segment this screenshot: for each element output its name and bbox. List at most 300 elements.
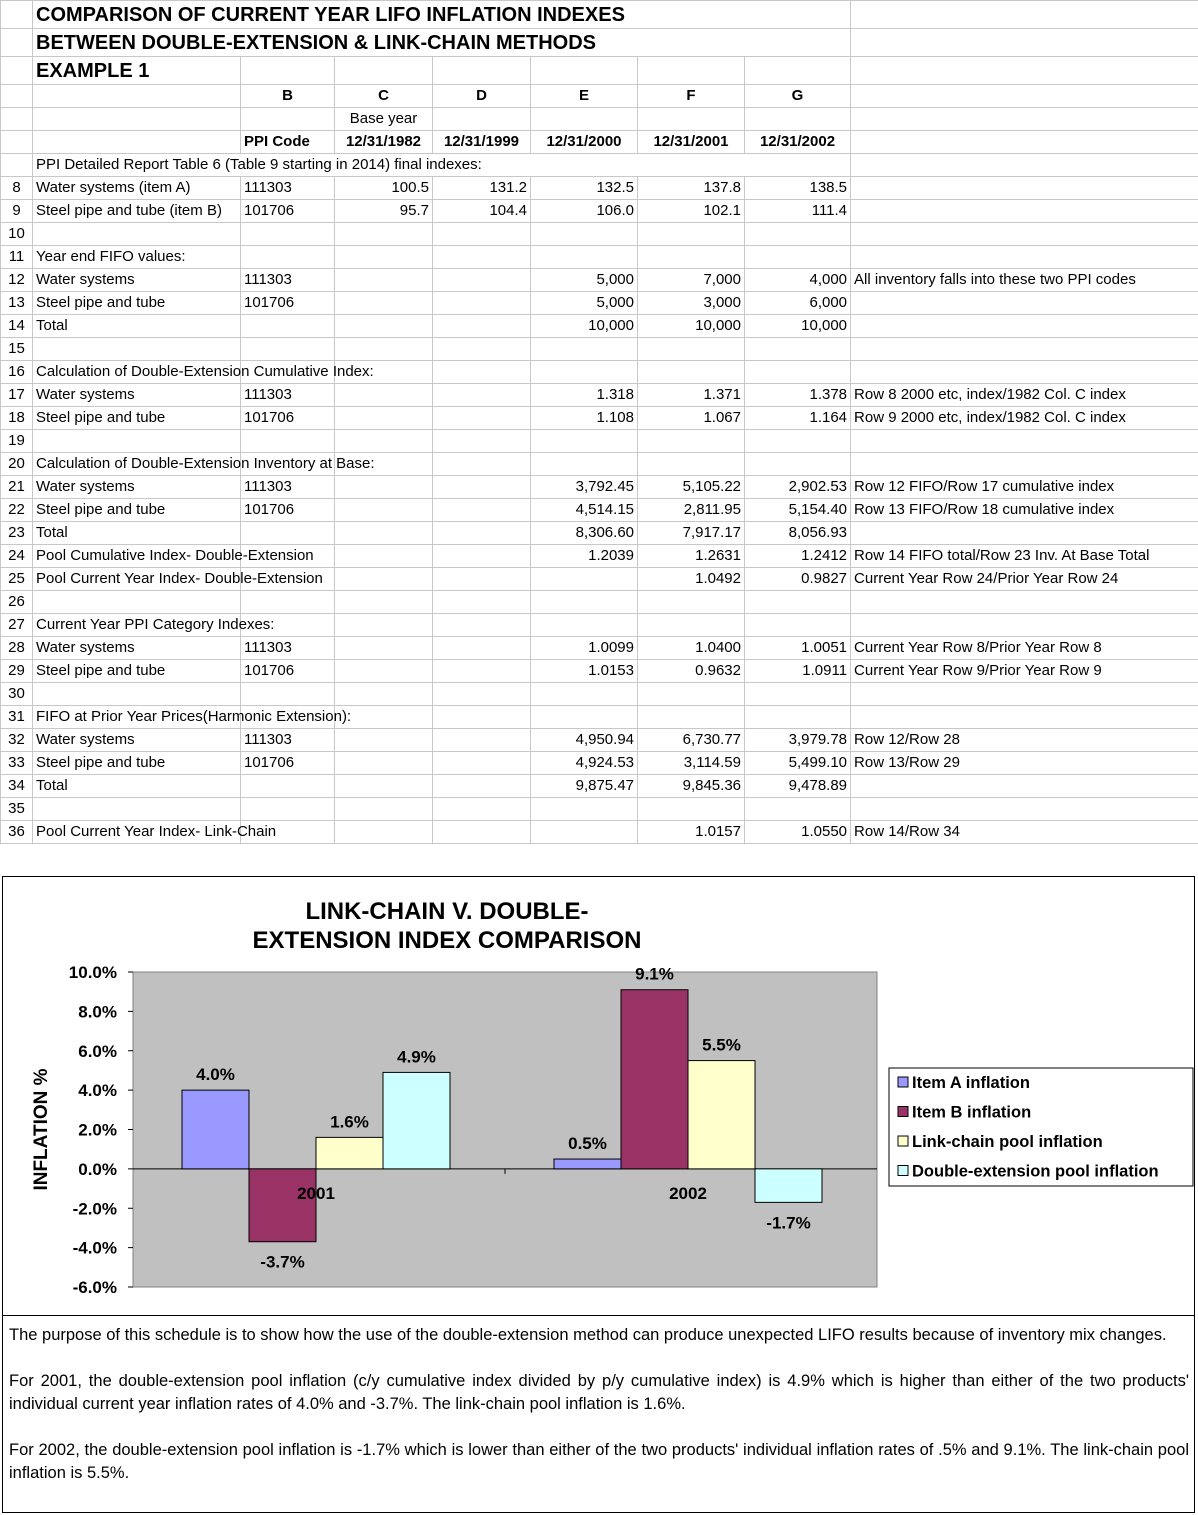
row-note (851, 200, 1198, 223)
value-cell: 1.0911 (745, 660, 851, 683)
value-cell (638, 361, 745, 384)
value-cell: 6,730.77 (638, 729, 745, 752)
row-note (851, 292, 1198, 315)
table-row (1, 499, 1198, 522)
y-tick-label: -6.0% (72, 1278, 117, 1297)
ppi-code-cell (241, 522, 335, 545)
value-cell (433, 591, 531, 614)
row-label: Current Year PPI Category Indexes: (33, 614, 241, 637)
bar (554, 1159, 621, 1169)
row-number: 15 (1, 338, 33, 361)
row-note: Row 9 2000 etc, index/1982 Col. C index (851, 407, 1198, 430)
table-row (1, 798, 1198, 821)
value-cell (433, 522, 531, 545)
value-cell (335, 315, 433, 338)
value-cell: 10,000 (745, 315, 851, 338)
value-cell (745, 798, 851, 821)
value-cell (531, 430, 638, 453)
row-note: Current Year Row 9/Prior Year Row 9 (851, 660, 1198, 683)
ppi-code-cell: 111303 (241, 729, 335, 752)
row-number: 35 (1, 798, 33, 821)
value-cell (335, 476, 433, 499)
table-row (1, 683, 1198, 706)
table-row (1, 384, 1198, 407)
value-cell (433, 499, 531, 522)
row-label: Steel pipe and tube (33, 292, 241, 315)
sheet-title-line-1: COMPARISON OF CURRENT YEAR LIFO INFLATION INDEXES (33, 1, 851, 29)
value-cell: 1.2039 (531, 545, 638, 568)
y-tick-label: -4.0% (72, 1238, 117, 1258)
ppi-code-cell: 101706 (241, 407, 335, 430)
row-number: 9 (1, 200, 33, 223)
value-cell: 1.0099 (531, 637, 638, 660)
value-cell (335, 660, 433, 683)
row-note: Current Year Row 24/Prior Year Row 24 (851, 568, 1198, 591)
y-tick-label: 8.0% (78, 1002, 117, 1022)
header-ppi-code: PPI Code (241, 131, 335, 154)
value-cell: 131.2 (433, 177, 531, 200)
row-note: Current Year Row 8/Prior Year Row 8 (851, 637, 1198, 660)
table-row (1, 315, 1198, 338)
row-label: FIFO at Prior Year Prices(Harmonic Extension): (33, 706, 241, 729)
row-label (33, 798, 241, 821)
value-cell: 1.2631 (638, 545, 745, 568)
value-cell (433, 660, 531, 683)
value-cell: 9,875.47 (531, 775, 638, 798)
ppi-code-cell: 111303 (241, 177, 335, 200)
row-note: Row 13 FIFO/Row 18 cumulative index (851, 499, 1198, 522)
value-cell: 1.378 (745, 384, 851, 407)
row-number: 28 (1, 637, 33, 660)
value-cell (335, 591, 433, 614)
row-number: 17 (1, 384, 33, 407)
note-paragraph-2: For 2001, the double-extension pool inflation (c/y cumulative index divided by p/y cumulative index) is 4.9% which is higher than either of the two products' individual current year inflation rates of 4.0% and -3.7%. The link-chain pool inflation is 1.6%. (9, 1372, 1189, 1413)
table-row (1, 706, 1198, 729)
ppi-code-cell: 111303 (241, 384, 335, 407)
value-cell: 10,000 (638, 315, 745, 338)
y-axis-label: INFLATION % (31, 1068, 52, 1191)
value-cell: 1.067 (638, 407, 745, 430)
value-cell: 2,902.53 (745, 476, 851, 499)
header-2000: 12/31/2000 (531, 131, 638, 154)
value-cell (638, 683, 745, 706)
row-note (851, 315, 1198, 338)
value-cell: 1.0157 (638, 821, 745, 844)
value-cell: 3,792.45 (531, 476, 638, 499)
value-cell: 5,000 (531, 292, 638, 315)
ppi-code-cell: 101706 (241, 752, 335, 775)
row-label (33, 683, 241, 706)
data-label: 0.5% (568, 1134, 607, 1154)
data-label: -1.7% (766, 1213, 811, 1233)
value-cell (335, 568, 433, 591)
row-label: Water systems (item A) (33, 177, 241, 200)
chart-title-line: EXTENSION INDEX COMPARISON (252, 927, 642, 954)
ppi-code-cell (241, 798, 335, 821)
value-cell (335, 637, 433, 660)
value-cell (433, 315, 531, 338)
value-cell: 4,950.94 (531, 729, 638, 752)
value-cell: 1.0400 (638, 637, 745, 660)
row-number: 22 (1, 499, 33, 522)
data-label: 9.1% (635, 964, 674, 984)
value-cell (335, 384, 433, 407)
legend-entry: Double-extension pool inflation (912, 1162, 1159, 1181)
value-cell (335, 522, 433, 545)
row-label: Pool Cumulative Index- Double-Extension (33, 545, 241, 568)
section-ppi-heading: PPI Detailed Report Table 6 (Table 9 starting in 2014) final indexes: (33, 154, 851, 177)
x-tick-label: 2001 (297, 1183, 335, 1203)
row-label (33, 591, 241, 614)
table-row (1, 752, 1198, 775)
value-cell: 4,514.15 (531, 499, 638, 522)
value-cell: 111.4 (745, 200, 851, 223)
row-label: Water systems (33, 269, 241, 292)
value-cell: 104.4 (433, 200, 531, 223)
value-cell (531, 246, 638, 269)
note-paragraph-1: The purpose of this schedule is to show how the use of the double-extension method can produce unexpected LIFO results because of inventory mix changes. (9, 1326, 1167, 1344)
row-note: Row 12/Row 28 (851, 729, 1198, 752)
row-label: Calculation of Double-Extension Inventory at Base: (33, 453, 241, 476)
row-number: 10 (1, 223, 33, 246)
row-label: Pool Current Year Index- Link-Chain (33, 821, 241, 844)
value-cell (433, 384, 531, 407)
value-cell (335, 430, 433, 453)
value-cell (531, 683, 638, 706)
y-tick-label: 2.0% (78, 1120, 117, 1140)
column-letter-g: G (745, 85, 851, 108)
row-label: Steel pipe and tube (33, 752, 241, 775)
row-number: 23 (1, 522, 33, 545)
value-cell: 5,105.22 (638, 476, 745, 499)
value-cell (335, 292, 433, 315)
sheet-title-line-3: EXAMPLE 1 (33, 57, 241, 85)
column-letter-b: B (241, 85, 335, 108)
row-label: Steel pipe and tube (item B) (33, 200, 241, 223)
row-number: 8 (1, 177, 33, 200)
row-note (851, 614, 1198, 637)
bar (316, 1137, 383, 1169)
ppi-code-cell: 111303 (241, 269, 335, 292)
table-row (1, 775, 1198, 798)
value-cell: 106.0 (531, 200, 638, 223)
row-note (851, 453, 1198, 476)
row-note (851, 775, 1198, 798)
value-cell: 1.2412 (745, 545, 851, 568)
value-cell (745, 683, 851, 706)
value-cell (531, 453, 638, 476)
value-cell: 7,000 (638, 269, 745, 292)
row-note (851, 798, 1198, 821)
row-number: 19 (1, 430, 33, 453)
value-cell (531, 361, 638, 384)
value-cell: 1.318 (531, 384, 638, 407)
row-label (33, 223, 241, 246)
row-label: Steel pipe and tube (33, 660, 241, 683)
row-label: Water systems (33, 384, 241, 407)
row-note: All inventory falls into these two PPI codes (851, 269, 1198, 292)
row-label: Steel pipe and tube (33, 499, 241, 522)
value-cell (433, 706, 531, 729)
value-cell (638, 223, 745, 246)
y-tick-label: -2.0% (72, 1199, 117, 1219)
bar (755, 1169, 822, 1202)
bar (621, 990, 688, 1169)
row-number (1, 1, 33, 29)
column-letter-d: D (433, 85, 531, 108)
value-cell: 95.7 (335, 200, 433, 223)
row-number: 14 (1, 315, 33, 338)
y-tick-label: 6.0% (78, 1041, 117, 1061)
table-row (1, 614, 1198, 637)
value-cell: 1.108 (531, 407, 638, 430)
value-cell (335, 683, 433, 706)
value-cell (638, 706, 745, 729)
value-cell (335, 338, 433, 361)
header-1999: 12/31/1999 (433, 131, 531, 154)
bar (688, 1061, 755, 1169)
row-note: Row 14/Row 34 (851, 821, 1198, 844)
ppi-code-cell (241, 591, 335, 614)
bar (249, 1169, 316, 1242)
column-letter-c: C (335, 85, 433, 108)
row-label: Steel pipe and tube (33, 407, 241, 430)
row-label: Year end FIFO values: (33, 246, 241, 269)
value-cell (335, 246, 433, 269)
ppi-code-cell: 111303 (241, 637, 335, 660)
bar-chart (3, 877, 1196, 1317)
value-cell: 9,478.89 (745, 775, 851, 798)
y-tick-label: 10.0% (68, 963, 117, 982)
data-label: 1.6% (330, 1112, 369, 1132)
value-cell (531, 798, 638, 821)
y-tick-label: 0.0% (78, 1159, 117, 1179)
value-cell (433, 292, 531, 315)
value-cell (335, 798, 433, 821)
bar (182, 1090, 249, 1169)
note-paragraph-3: For 2002, the double-extension pool inflation is -1.7% which is lower than either of the two products' individual inflation rates of .5% and 9.1%. The link-chain pool inflation is 5.5%. (9, 1441, 1189, 1482)
column-letter-f: F (638, 85, 745, 108)
value-cell (638, 246, 745, 269)
value-cell (433, 338, 531, 361)
value-cell (335, 223, 433, 246)
value-cell (433, 752, 531, 775)
row-note (851, 361, 1198, 384)
row-note (851, 522, 1198, 545)
ppi-code-cell: 101706 (241, 499, 335, 522)
ppi-code-cell: 101706 (241, 200, 335, 223)
value-cell (433, 453, 531, 476)
row-label: Total (33, 775, 241, 798)
value-cell: 1.371 (638, 384, 745, 407)
row-number: 20 (1, 453, 33, 476)
table-row (1, 246, 1198, 269)
row-note (851, 177, 1198, 200)
row-note (851, 683, 1198, 706)
value-cell: 0.9827 (745, 568, 851, 591)
ppi-code-cell (241, 430, 335, 453)
row-number: 36 (1, 821, 33, 844)
value-cell: 4,924.53 (531, 752, 638, 775)
value-cell (531, 568, 638, 591)
value-cell (745, 614, 851, 637)
row-label (33, 430, 241, 453)
value-cell (638, 614, 745, 637)
value-cell (433, 269, 531, 292)
ppi-code-cell (241, 315, 335, 338)
value-cell (531, 223, 638, 246)
value-cell (531, 338, 638, 361)
value-cell: 5,499.10 (745, 752, 851, 775)
row-number: 27 (1, 614, 33, 637)
value-cell: 0.9632 (638, 660, 745, 683)
value-cell: 8,056.93 (745, 522, 851, 545)
ppi-code-cell (241, 338, 335, 361)
legend-swatch (898, 1107, 908, 1117)
value-cell: 9,845.36 (638, 775, 745, 798)
ppi-code-cell: 101706 (241, 660, 335, 683)
value-cell: 6,000 (745, 292, 851, 315)
header-2002: 12/31/2002 (745, 131, 851, 154)
value-cell (335, 821, 433, 844)
value-cell: 4,000 (745, 269, 851, 292)
ppi-code-cell (241, 223, 335, 246)
value-cell (335, 614, 433, 637)
value-cell (335, 729, 433, 752)
row-label: Pool Current Year Index- Double-Extension (33, 568, 241, 591)
row-label: Calculation of Double-Extension Cumulative Index: (33, 361, 241, 384)
table-row (1, 177, 1198, 200)
value-cell (335, 407, 433, 430)
table-row (1, 430, 1198, 453)
value-cell (638, 338, 745, 361)
row-label: Total (33, 315, 241, 338)
value-cell (433, 407, 531, 430)
value-cell: 1.164 (745, 407, 851, 430)
header-1982: 12/31/1982 (335, 131, 433, 154)
table-row (1, 545, 1198, 568)
value-cell: 132.5 (531, 177, 638, 200)
row-label: Total (33, 522, 241, 545)
row-number: 33 (1, 752, 33, 775)
legend-entry: Item A inflation (912, 1074, 1030, 1092)
row-note (851, 430, 1198, 453)
bar (383, 1072, 450, 1168)
value-cell (433, 223, 531, 246)
value-cell: 3,979.78 (745, 729, 851, 752)
value-cell (745, 453, 851, 476)
row-number: 16 (1, 361, 33, 384)
value-cell (638, 798, 745, 821)
value-cell (745, 430, 851, 453)
table-row (1, 223, 1198, 246)
table-row (1, 292, 1198, 315)
value-cell: 1.0051 (745, 637, 851, 660)
chart-title-line: LINK-CHAIN V. DOUBLE- (305, 898, 589, 925)
value-cell (335, 499, 433, 522)
row-number: 11 (1, 246, 33, 269)
value-cell (531, 706, 638, 729)
ppi-code-cell (241, 775, 335, 798)
value-cell: 10,000 (531, 315, 638, 338)
table-row (1, 591, 1198, 614)
ppi-code-cell (241, 683, 335, 706)
value-cell (745, 361, 851, 384)
value-cell (745, 706, 851, 729)
row-number: 24 (1, 545, 33, 568)
value-cell (433, 246, 531, 269)
value-cell: 7,917.17 (638, 522, 745, 545)
row-label (33, 338, 241, 361)
value-cell: 1.0492 (638, 568, 745, 591)
table-row (1, 522, 1198, 545)
data-label: 4.0% (196, 1065, 235, 1085)
row-number: 29 (1, 660, 33, 683)
row-number: 13 (1, 292, 33, 315)
x-tick-label: 2002 (669, 1183, 707, 1203)
value-cell (433, 637, 531, 660)
value-cell (335, 775, 433, 798)
row-label: Water systems (33, 729, 241, 752)
value-cell: 3,000 (638, 292, 745, 315)
table-row (1, 660, 1198, 683)
value-cell: 1.0550 (745, 821, 851, 844)
value-cell (531, 821, 638, 844)
value-cell (433, 729, 531, 752)
value-cell (638, 453, 745, 476)
value-cell: 102.1 (638, 200, 745, 223)
row-note: Row 12 FIFO/Row 17 cumulative index (851, 476, 1198, 499)
value-cell: 5,000 (531, 269, 638, 292)
legend-swatch (898, 1166, 908, 1176)
base-year-label: Base year (335, 108, 433, 131)
ppi-code-cell: 101706 (241, 292, 335, 315)
value-cell (745, 591, 851, 614)
value-cell (745, 246, 851, 269)
value-cell: 1.0153 (531, 660, 638, 683)
value-cell: 8,306.60 (531, 522, 638, 545)
value-cell (531, 614, 638, 637)
legend-swatch (898, 1136, 908, 1146)
value-cell (433, 361, 531, 384)
row-number: 12 (1, 269, 33, 292)
value-cell (745, 223, 851, 246)
ppi-code-cell: 111303 (241, 476, 335, 499)
value-cell: 3,114.59 (638, 752, 745, 775)
column-letter-e: E (531, 85, 638, 108)
row-note (851, 706, 1198, 729)
value-cell (433, 683, 531, 706)
value-cell (335, 269, 433, 292)
value-cell (433, 568, 531, 591)
y-tick-label: 4.0% (78, 1081, 117, 1101)
table-row (1, 453, 1198, 476)
value-cell (638, 591, 745, 614)
data-label: 4.9% (397, 1047, 436, 1067)
row-note: Row 14 FIFO total/Row 23 Inv. At Base Total (851, 545, 1198, 568)
row-note (851, 591, 1198, 614)
value-cell: 138.5 (745, 177, 851, 200)
value-cell (433, 821, 531, 844)
value-cell (433, 545, 531, 568)
legend-entry: Link-chain pool inflation (912, 1133, 1103, 1151)
value-cell (433, 614, 531, 637)
sheet-title-line-2: BETWEEN DOUBLE-EXTENSION & LINK-CHAIN METHODS (33, 29, 851, 57)
table-row (1, 361, 1198, 384)
table-row (1, 200, 1198, 223)
value-cell (433, 775, 531, 798)
row-number: 30 (1, 683, 33, 706)
